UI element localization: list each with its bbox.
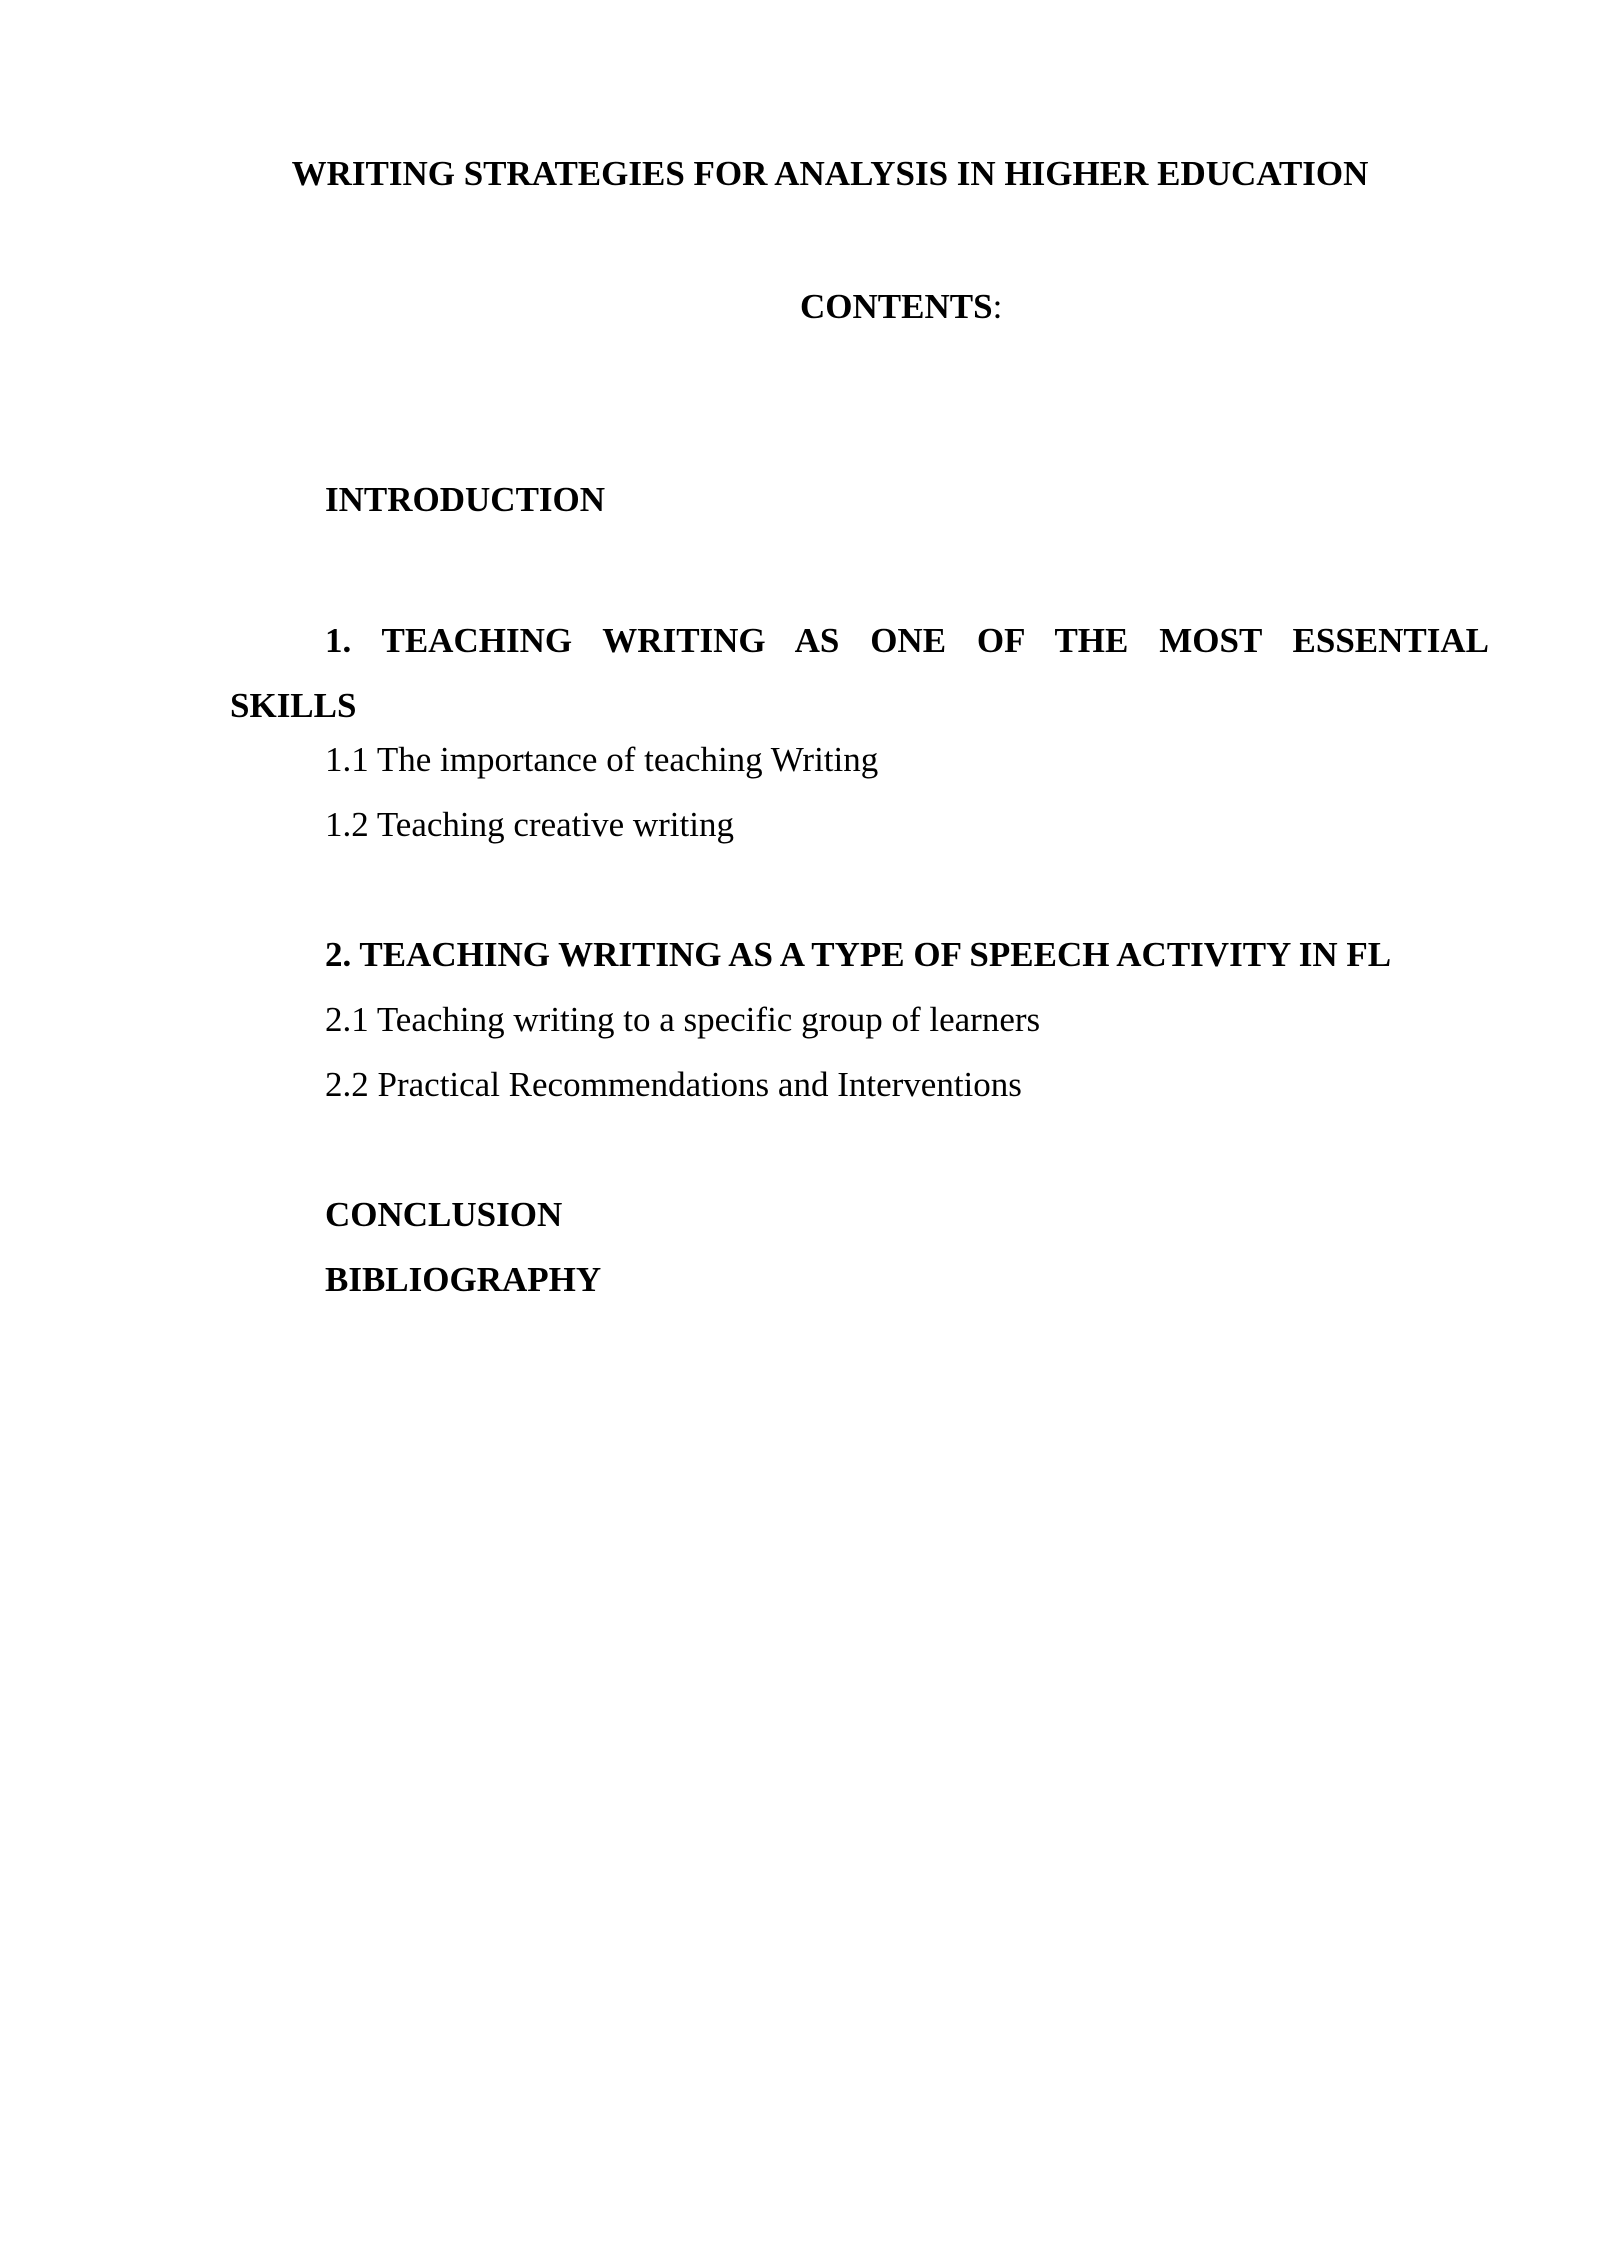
toc-section-2-title: 2. TEACHING WRITING AS A TYPE OF SPEECH ACTIVITY IN FL — [325, 935, 1392, 974]
toc-section-1-title — [230, 608, 1489, 738]
toc-item-2-1: 2.1 Teaching writing to a specific group of learners — [325, 1000, 1041, 1039]
toc-conclusion: CONCLUSION — [325, 1195, 563, 1234]
document-title: WRITING STRATEGIES FOR ANALYSIS IN HIGHER EDUCATION — [291, 154, 1369, 193]
toc-section-1-title-line1: 1. TEACHING WRITING AS ONE OF THE MOST ESSENTIAL — [325, 621, 1489, 660]
contents-heading-text: CONTENTS — [800, 287, 993, 326]
toc-item-2-2: 2.2 Practical Recommendations and Interventions — [325, 1065, 1022, 1104]
contents-heading-colon: : — [992, 287, 1003, 326]
toc-item-1-1: 1.1 The importance of teaching Writing — [325, 740, 879, 779]
toc-introduction: INTRODUCTION — [325, 480, 606, 519]
toc-section-1-title-line2: SKILLS — [230, 686, 357, 725]
contents-heading — [800, 285, 1002, 329]
toc-item-1-2: 1.2 Teaching creative writing — [325, 805, 734, 844]
toc-bibliography: BIBLIOGRAPHY — [325, 1260, 602, 1299]
